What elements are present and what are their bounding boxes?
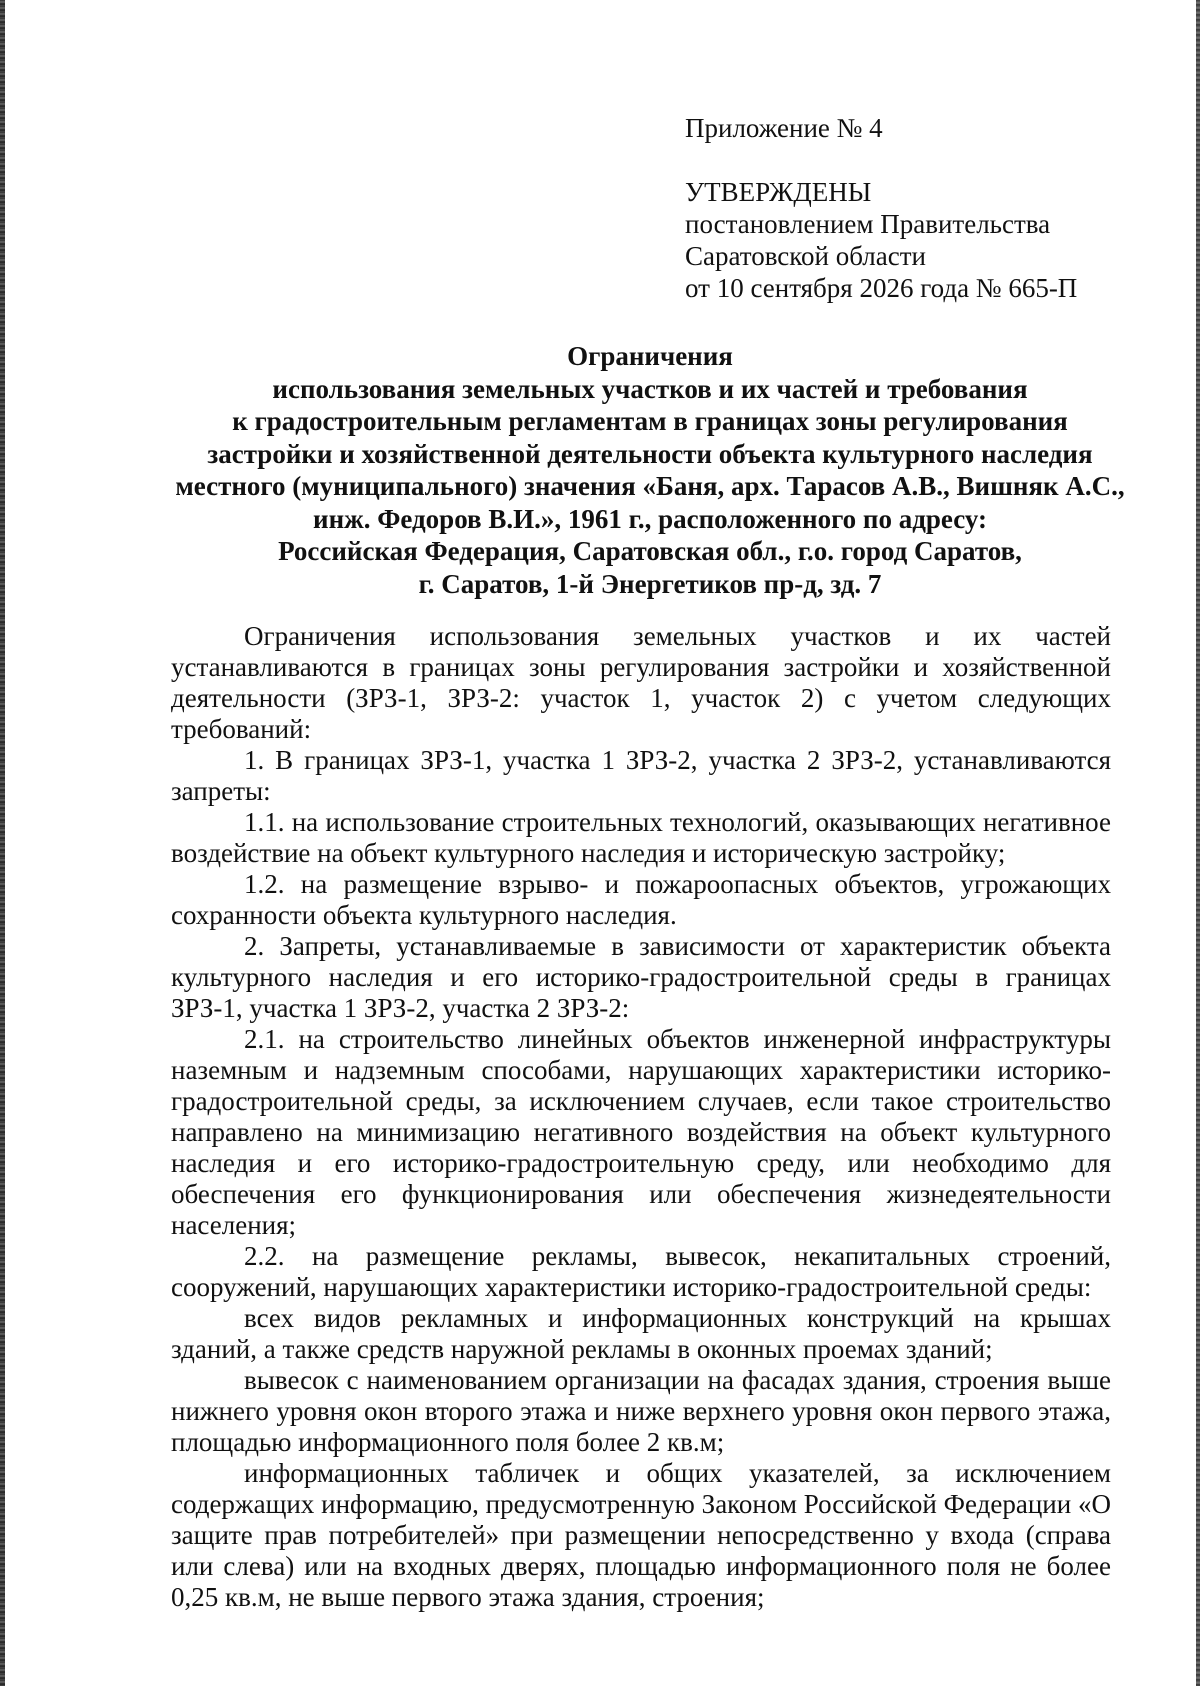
- scan-edge-right: [1196, 0, 1200, 1686]
- paragraph-info-plates: информационных табличек и общих указателей, за исключением содержащих информацию, предусмотренную Законом Российской Федерации «О защите прав потребителей» при размещении непосредственно у входа (справа или слева) или на входных дверях, площадью информационного поля не более 0,25 кв.м, не выше первого этажа здания, строения;: [171, 1458, 1111, 1612]
- approved-heading: УТВЕРЖДЕНЫ: [685, 177, 872, 207]
- paragraph-item-2-2: 2.2. на размещение рекламы, вывесок, некапитальных строений, сооружений, нарушающих характеристики историко-градостроительной среды:: [171, 1241, 1111, 1302]
- paragraph-item-2-1: 2.1. на строительство линейных объектов инженерной инфраструктуры наземным и надземным способами, нарушающих характеристики историко-градостроительной среды, за исключением случаев, если такое строительство направлено на минимизацию негативного воздействия на объект культурного наследия и его историко-градостроительную среду, или необходимо для обеспечения его функционирования или обеспечения жизнедеятельности населения;: [171, 1024, 1111, 1240]
- paragraph-roof-ads: всех видов рекламных и информационных конструкций на крышах зданий, а также средств наружной рекламы в оконных проемах зданий;: [171, 1303, 1111, 1364]
- paragraph-signs: вывесок с наименованием организации на фасадах здания, строения выше нижнего уровня окон второго этажа и ниже верхнего уровня окон первого этажа, площадью информационного поля более 2 кв.м;: [171, 1365, 1111, 1457]
- title-line: застройки и хозяйственной деятельности объекта культурного наследия: [207, 438, 1093, 469]
- document-body: [171, 621, 1111, 1613]
- document-title: [150, 340, 1150, 600]
- title-line: г. Саратов, 1-й Энергетиков пр-д, зд. 7: [418, 568, 882, 599]
- title-line: использования земельных участков и их частей и требования: [272, 373, 1028, 404]
- title-line: Российская Федерация, Саратовская обл., г.о. город Саратов,: [278, 536, 1022, 566]
- approval-line-1: постановлением Правительства: [685, 209, 1051, 239]
- title-line: Ограничения: [567, 341, 733, 371]
- paragraph-item-1-1: 1.1. на использование строительных технологий, оказывающих негативное воздействие на объект культурного наследия и историческую застройку;: [171, 807, 1111, 868]
- paragraph-intro: Ограничения использования земельных участков и их частей устанавливаются в границах зоны регулирования застройки и хозяйственной деятельности (ЗРЗ-1, ЗРЗ-2: участок 1, участок 2) с учетом следующих требований:: [171, 621, 1111, 744]
- paragraph-item-1: 1. В границах ЗРЗ-1, участка 1 ЗРЗ-2, участка 2 ЗРЗ-2, устанавливаются запреты:: [171, 745, 1111, 806]
- title-line: к градостроительным регламентам в границах зоны регулирования: [232, 406, 1068, 436]
- title-line: инж. Федоров В.И.», 1961 г., расположенного по адресу:: [313, 503, 987, 534]
- approval-line-3: от 10 сентября 2026 года № 665-П: [685, 273, 1078, 303]
- scan-edge-left: [0, 0, 5, 1686]
- paragraph-item-1-2: 1.2. на размещение взрыво- и пожароопасных объектов, угрожающих сохранности объекта культурного наследия.: [171, 869, 1111, 930]
- title-line: местного (муниципального) значения «Баня, арх. Тарасов А.В., Вишняк А.С.,: [175, 471, 1125, 501]
- approval-block: [685, 112, 1165, 304]
- approval-line-2: Саратовской области: [685, 241, 926, 271]
- appendix-label: Приложение № 4: [685, 113, 883, 143]
- paragraph-item-2: 2. Запреты, устанавливаемые в зависимости от характеристик объекта культурного наследия и его историко-градостроительной среды в границах ЗРЗ-1, участка 1 ЗРЗ-2, участка 2 ЗРЗ-2:: [171, 931, 1111, 1023]
